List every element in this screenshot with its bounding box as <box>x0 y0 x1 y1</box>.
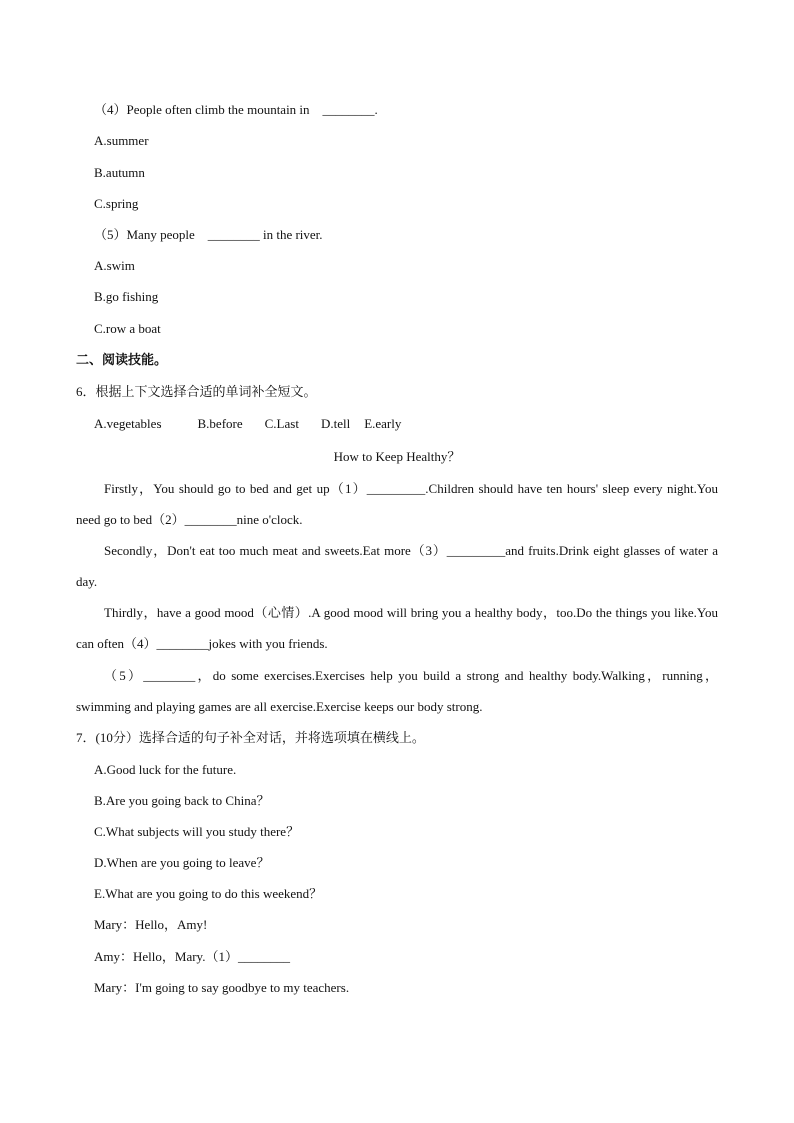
q6-word-options <box>94 416 423 432</box>
q6-option-e: E.early <box>364 416 402 431</box>
q7-option-b: B.Are you going back to China？ <box>94 793 270 808</box>
q4-part5-option-b: B.go fishing <box>94 289 159 304</box>
q7-dialogue-line-3: Mary：I'm going to say goodbye to my teachers. <box>94 980 350 995</box>
q7-instruction: 7．(10分）选择合适的句子补全对话，并将选项填在横线上。 <box>76 730 425 745</box>
q6-option-d: D.tell <box>320 416 351 431</box>
q6-option-a: A.vegetables <box>94 416 162 431</box>
q7-option-e: E.What are you going to do this weekend？ <box>94 886 323 901</box>
q4-part4-option-b: B.autumn <box>94 165 145 180</box>
q6-paragraph-3: Thirdly，have a good mood（心情）.A good mood will bring you a healthy body，too.Do the things you like.You can often（4）________jokes with you friends. <box>76 605 718 651</box>
section-2-title: 二、阅读技能。 <box>76 352 168 367</box>
q7-option-c: C.What subjects will you study there？ <box>94 824 300 839</box>
q4-part4-option-a: A.summer <box>94 133 149 148</box>
q6-paragraph-4: （5）________，do some exercises.Exercises help you build a strong and healthy body.Walking，running，swimming and playing games are all exercise.Exercise keeps our body strong. <box>76 668 718 714</box>
q4-part4-stem: （4）People often climb the mountain in ________. <box>94 102 378 117</box>
q6-passage-title: How to Keep Healthy？ <box>333 449 461 464</box>
q6-option-c: C.Last <box>264 416 299 431</box>
q6-paragraph-1: Firstly，You should go to bed and get up（1）_________.Children should have ten hours' sleep every night.You need go to bed（2）________nine o'clock. <box>76 481 718 527</box>
q6-paragraph-2: Secondly，Don't eat too much meat and sweets.Eat more（3）_________and fruits.Drink eight glasses of water a day. <box>76 543 718 589</box>
q4-part5-stem: （5）Many people ________ in the river. <box>94 227 323 242</box>
q4-part4-option-c: C.spring <box>94 196 139 211</box>
q7-option-d: D.When are you going to leave？ <box>94 855 270 870</box>
q6-option-b: B.before <box>197 416 243 431</box>
q7-option-a: A.Good luck for the future. <box>94 762 237 777</box>
q7-dialogue-line-1: Mary：Hello，Amy! <box>94 917 208 932</box>
q7-dialogue-line-2: Amy：Hello，Mary.（1）________ <box>94 949 290 964</box>
q6-instruction: 6．根据上下文选择合适的单词补全短文。 <box>76 384 317 399</box>
q4-part5-option-a: A.swim <box>94 258 135 273</box>
q4-part5-option-c: C.row a boat <box>94 321 161 336</box>
